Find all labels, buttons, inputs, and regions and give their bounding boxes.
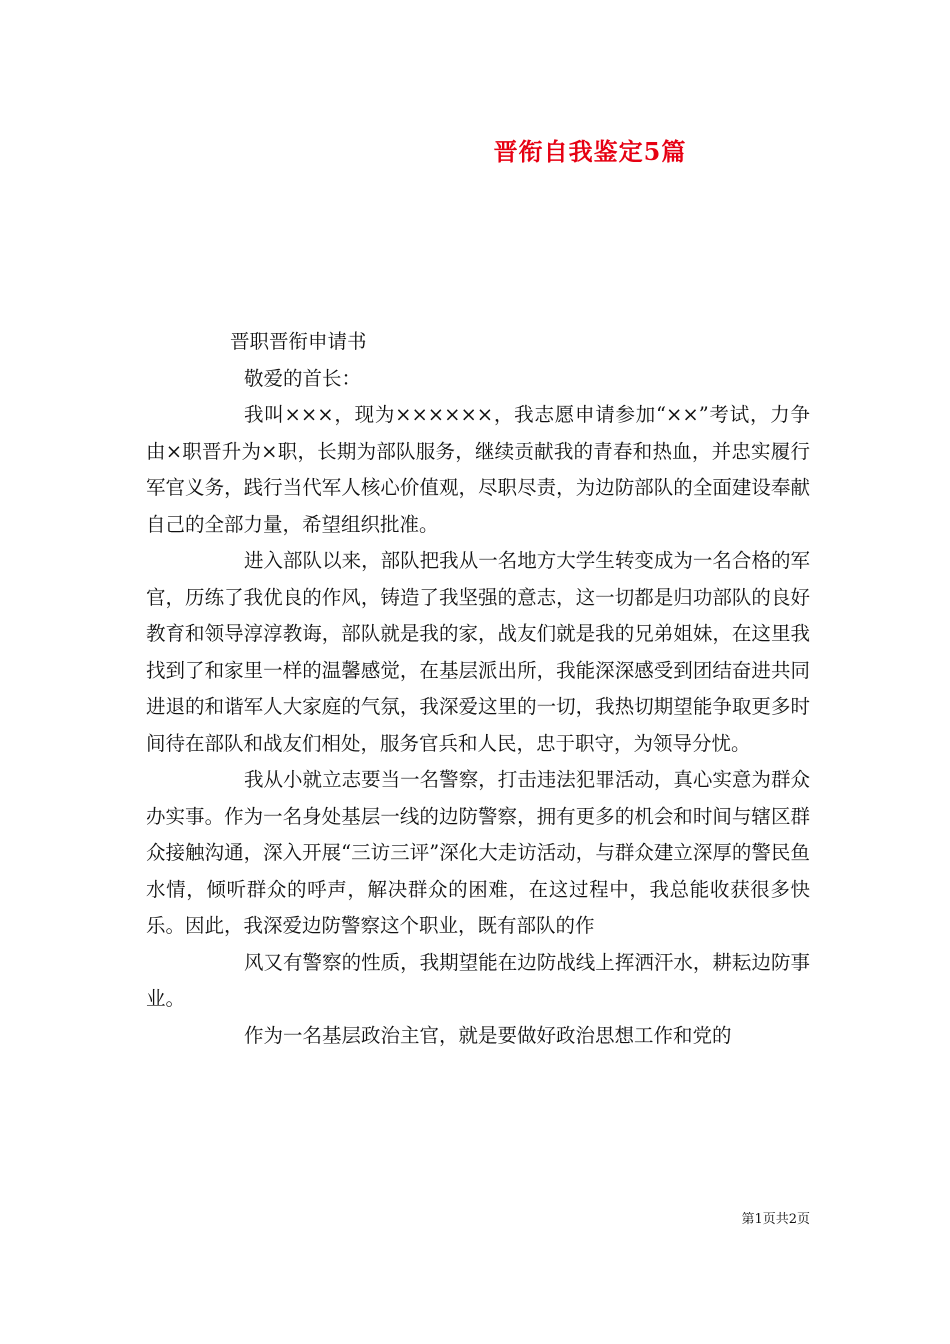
paragraph-3: 我从小就立志要当一名警察，打击违法犯罪活动，真心实意为群众办实事。作为一名身处基层一线的边防警察，拥有更多的机会和时间与辖区群众接触沟通，深入开展“三访三评”深化大走访活动，与群众建立深厚的警民鱼水情，倾听群众的呼声，解决群众的困难，在这过程中，我总能收获很多快乐。因此，我深爱边防警察这个职业，既有部队的作 [146,768,810,937]
paragraph-1: 我叫×××，现为××××××，我志愿申请参加“××”考试，力争由×职晋升为×职，长期为部队服务，继续贡献我的青春和热血，并忠实履行军官义务，践行当代军人核心价值观，尽职尽责，为边防部队的全面建设奉献自己的全部力量，希望组织批准。 [146,403,810,536]
salutation: 敬爱的首长： [244,366,362,390]
paragraph-4: 风又有警察的性质，我期望能在边防战线上挥洒汗水，耕耘边防事业。 [146,950,810,1010]
document-heading: 晋职晋衔申请书 [230,330,367,353]
document-title: 晋衔自我鉴定5篇 [493,137,687,166]
paragraph-5: 作为一名基层政治主官，就是要做好政治思想工作和党的 [244,1023,732,1047]
page-number: 第1页共2页 [741,1212,810,1227]
paragraph-2: 进入部队以来，部队把我从一名地方大学生转变成为一名合格的军官，历练了我优良的作风，铸造了我坚强的意志，这一切都是归功部队的良好教育和领导淳淳教诲，部队就是我的家，战友们就是我的兄弟姐妹，在这里我找到了和家里一样的温馨感觉，在基层派出所，我能深深感受到团结奋进共同进退的和谐军人大家庭的气氛，我深爱这里的一切，我热切期望能争取更多时间待在部队和战友们相处，服务官兵和人民，忠于职守，为领导分忧。 [146,549,810,755]
document-body [146,324,810,1054]
